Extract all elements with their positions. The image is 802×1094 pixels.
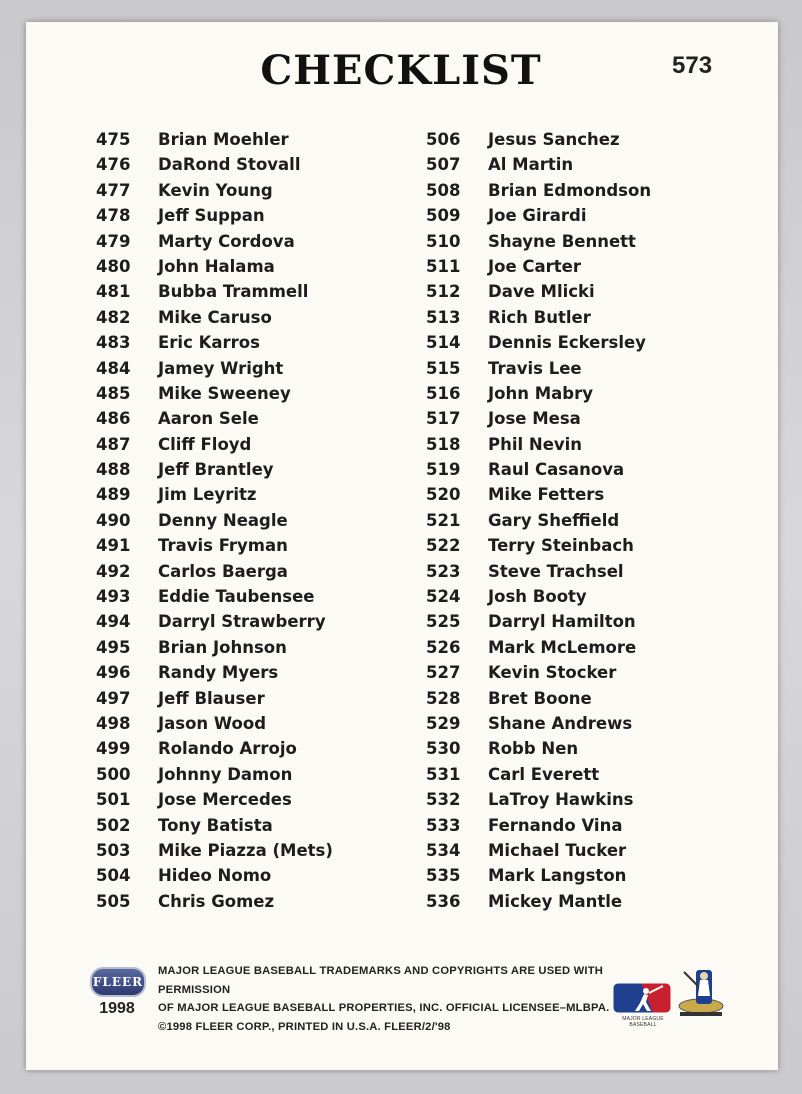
player-name: Hideo Nomo — [158, 866, 272, 886]
checklist-row — [96, 559, 333, 584]
card-entry-number: 534 — [426, 840, 461, 860]
card-entry-number: 513 — [426, 307, 461, 327]
player-name: Jesus Sanchez — [488, 130, 620, 149]
card-entry-number: 516 — [426, 383, 461, 403]
checklist-row — [96, 838, 333, 863]
card-entry-number: 531 — [426, 764, 461, 784]
card-entry-number: 489 — [96, 485, 131, 505]
player-name: Jeff Blauser — [158, 688, 265, 708]
checklist-row — [426, 305, 651, 330]
checklist-row — [426, 203, 651, 228]
checklist-row — [96, 254, 333, 279]
fleer-logo: FLEER — [90, 967, 146, 997]
card-entry-number: 529 — [426, 713, 461, 733]
card-entry-number: 483 — [96, 333, 131, 353]
player-name: Jim Leyritz — [158, 485, 257, 505]
checklist-row — [96, 533, 333, 558]
checklist-row — [426, 533, 651, 558]
card-entry-number: 528 — [426, 688, 461, 708]
card-entry-number: 490 — [96, 510, 131, 530]
checklist-row — [96, 787, 333, 812]
player-name: Jose Mesa — [488, 409, 581, 429]
card-entry-number: 499 — [96, 739, 131, 759]
player-name: Jason Wood — [158, 713, 267, 733]
mlb-logo-icon — [613, 983, 671, 1013]
card-entry-number: 498 — [96, 713, 131, 733]
checklist-row — [96, 330, 333, 355]
checklist-row — [96, 508, 333, 533]
checklist-row — [96, 482, 333, 507]
player-name: Gary Sheffield — [488, 510, 620, 530]
card-entry-number: 525 — [426, 612, 461, 632]
player-name: Robb Nen — [488, 739, 579, 759]
card-entry-number: 520 — [426, 485, 461, 505]
player-name: Steve Trachsel — [488, 561, 624, 581]
card-entry-number: 506 — [426, 130, 461, 149]
player-name: Shane Andrews — [488, 713, 633, 733]
checklist-row — [96, 635, 333, 660]
checklist-row — [426, 660, 651, 685]
player-name: Darryl Strawberry — [158, 612, 326, 632]
card-number: 573 — [672, 52, 713, 79]
fleer-year: 1998 — [99, 1000, 135, 1017]
player-name: LaTroy Hawkins — [488, 790, 634, 810]
player-name: Chris Gomez — [158, 891, 275, 911]
card-entry-number: 533 — [426, 815, 461, 835]
card-entry-number: 532 — [426, 790, 461, 810]
card-entry-number: 536 — [426, 891, 461, 911]
card-entry-number: 495 — [96, 637, 131, 657]
player-name: Randy Myers — [158, 663, 279, 683]
player-name: Carl Everett — [488, 764, 600, 784]
card-entry-number: 526 — [426, 637, 461, 657]
card-entry-number: 494 — [96, 612, 131, 632]
checklist-row — [426, 609, 651, 634]
card-entry-number: 500 — [96, 764, 131, 784]
card-title: CHECKLIST — [260, 47, 542, 94]
card-entry-number: 478 — [96, 206, 131, 226]
player-name: Mark McLemore — [488, 637, 637, 657]
checklist-row — [96, 736, 333, 761]
player-name: Rich Butler — [488, 307, 591, 327]
player-name: Johnny Damon — [158, 764, 293, 784]
checklist-row — [96, 863, 333, 888]
card-entry-number: 504 — [96, 866, 131, 886]
player-name: Joe Carter — [488, 256, 582, 276]
card-entry-number: 479 — [96, 231, 131, 251]
player-name: Joe Girardi — [488, 206, 587, 226]
player-name: Travis Fryman — [158, 536, 288, 556]
player-name: Jeff Suppan — [158, 206, 265, 226]
player-name: Mickey Mantle — [488, 891, 623, 911]
player-name: Marty Cordova — [158, 231, 295, 251]
checklist-row — [426, 762, 651, 787]
checklist-row — [426, 178, 651, 203]
checklist-row — [96, 889, 333, 914]
card-entry-number: 518 — [426, 434, 461, 454]
checklist-right-column — [426, 127, 651, 914]
checklist-row — [426, 736, 651, 761]
player-name: Bret Boone — [488, 688, 592, 708]
player-name: Brian Edmondson — [488, 180, 652, 200]
card-entry-number: 510 — [426, 231, 461, 251]
card-entry-number: 511 — [426, 256, 461, 276]
checklist-row — [426, 838, 651, 863]
card-entry-number: 509 — [426, 206, 461, 226]
player-name: Dave Mlicki — [488, 282, 595, 302]
checklist-row — [96, 279, 333, 304]
checklist-row — [96, 584, 333, 609]
checklist-row — [96, 356, 333, 381]
card-entry-number: 496 — [96, 663, 131, 683]
player-name: Rolando Arrojo — [158, 739, 297, 759]
card-entry-number: 521 — [426, 510, 461, 530]
player-name: Brian Moehler — [158, 130, 289, 149]
checklist-row — [96, 432, 333, 457]
player-name: Mike Fetters — [488, 485, 605, 505]
player-name: Mike Sweeney — [158, 383, 291, 403]
card-entry-number: 522 — [426, 536, 461, 556]
card-entry-number: 481 — [96, 282, 131, 302]
player-name: Aaron Sele — [158, 409, 259, 429]
checklist-row — [96, 686, 333, 711]
card-entry-number: 501 — [96, 790, 131, 810]
checklist-row — [426, 279, 651, 304]
checklist-row — [96, 229, 333, 254]
checklist-row — [426, 457, 651, 482]
card-entry-number: 492 — [96, 561, 131, 581]
card-entry-number: 502 — [96, 815, 131, 835]
checklist-row — [426, 127, 651, 152]
card-entry-number: 519 — [426, 460, 461, 480]
checklist-row — [426, 686, 651, 711]
card-entry-number: 517 — [426, 409, 461, 429]
card-entry-number: 507 — [426, 155, 461, 175]
checklist-row — [426, 711, 651, 736]
player-name: Brian Johnson — [158, 637, 287, 657]
player-name: Bubba Trammell — [158, 282, 309, 302]
card-entry-number: 514 — [426, 333, 461, 353]
checklist-row — [96, 381, 333, 406]
player-name: Tony Batista — [158, 815, 273, 835]
card-entry-number: 493 — [96, 587, 131, 607]
player-name: DaRond Stovall — [158, 155, 301, 175]
checklist-row — [426, 863, 651, 888]
player-name: Travis Lee — [488, 358, 582, 378]
checklist-row — [426, 508, 651, 533]
checklist-row — [426, 813, 651, 838]
checklist-row — [96, 457, 333, 482]
card-entry-number: 488 — [96, 460, 131, 480]
player-name: Shayne Bennett — [488, 231, 636, 251]
player-name: Darryl Hamilton — [488, 612, 636, 632]
player-name: Jeff Brantley — [158, 460, 274, 480]
player-name: Al Martin — [488, 155, 574, 175]
mlb-logo-text: MAJOR LEAGUE BASEBALL — [622, 1016, 664, 1028]
player-name: Phil Nevin — [488, 434, 583, 454]
card-entry-number: 508 — [426, 180, 461, 200]
mlbpa-logo-icon — [676, 966, 726, 1020]
card-entry-number: 512 — [426, 282, 461, 302]
card-entry-number: 515 — [426, 358, 461, 378]
player-name: Denny Neagle — [158, 510, 288, 530]
card-entry-number: 487 — [96, 434, 131, 454]
card-entry-number: 485 — [96, 383, 131, 403]
checklist-row — [426, 432, 651, 457]
checklist-row — [96, 813, 333, 838]
player-name: Eric Karros — [158, 333, 260, 353]
card-entry-number: 505 — [96, 891, 131, 911]
legal-text — [158, 962, 618, 1036]
checklist-row — [426, 787, 651, 812]
checklist-row — [96, 203, 333, 228]
checklist-row — [96, 762, 333, 787]
card-entry-number: 482 — [96, 307, 131, 327]
player-name: Carlos Baerga — [158, 561, 288, 581]
card-entry-number: 527 — [426, 663, 461, 683]
checklist-row — [426, 152, 651, 177]
checklist-row — [426, 889, 651, 914]
player-name: Jose Mercedes — [158, 790, 292, 810]
checklist-row — [426, 559, 651, 584]
player-name: John Mabry — [488, 383, 593, 403]
checklist-row — [96, 178, 333, 203]
checklist-row — [96, 152, 333, 177]
player-name: Eddie Taubensee — [158, 587, 315, 607]
legal-line: ©1998 FLEER CORP., PRINTED IN U.S.A. FLEER/2/'98 — [158, 1020, 451, 1033]
checklist-left-column — [96, 127, 333, 914]
checklist-row — [426, 356, 651, 381]
player-name: Kevin Young — [158, 180, 273, 200]
checklist-row — [96, 711, 333, 736]
player-name: Dennis Eckersley — [488, 333, 646, 353]
player-name: Jamey Wright — [158, 358, 284, 378]
checklist-row — [426, 254, 651, 279]
card-entry-number: 503 — [96, 840, 131, 860]
player-name: Mark Langston — [488, 866, 627, 886]
checklist-row — [426, 381, 651, 406]
card-entry-number: 475 — [96, 130, 131, 149]
player-name: Fernando Vina — [488, 815, 623, 835]
checklist-row — [426, 229, 651, 254]
card-entry-number: 497 — [96, 688, 131, 708]
checklist-row — [426, 330, 651, 355]
player-name: Cliff Floyd — [158, 434, 252, 454]
card-entry-number: 523 — [426, 561, 461, 581]
legal-line: OF MAJOR LEAGUE BASEBALL PROPERTIES, INC. OFFICIAL LICENSEE–MLBPA. — [158, 1002, 610, 1014]
player-name: Mike Piazza (Mets) — [158, 840, 333, 860]
player-name: Raul Casanova — [488, 460, 625, 480]
player-name: Josh Booty — [488, 587, 587, 607]
card-entry-number: 480 — [96, 256, 131, 276]
checklist-row — [96, 660, 333, 685]
checklist-row — [96, 406, 333, 431]
card-entry-number: 486 — [96, 409, 131, 429]
checklist-row — [426, 482, 651, 507]
player-name: Mike Caruso — [158, 307, 272, 327]
card-entry-number: 524 — [426, 587, 461, 607]
checklist-row — [96, 609, 333, 634]
card-entry-number: 535 — [426, 866, 461, 886]
checklist-row — [96, 127, 333, 152]
checklist-row — [426, 635, 651, 660]
player-name: Michael Tucker — [488, 840, 627, 860]
checklist-row — [96, 305, 333, 330]
card-entry-number: 530 — [426, 739, 461, 759]
legal-line: MAJOR LEAGUE BASEBALL TRADEMARKS AND COPYRIGHTS ARE USED WITH PERMISSION — [158, 965, 604, 996]
card-entry-number: 484 — [96, 358, 131, 378]
checklist-row — [426, 584, 651, 609]
player-name: Kevin Stocker — [488, 663, 617, 683]
checklist-row — [426, 406, 651, 431]
card-entry-number: 491 — [96, 536, 131, 556]
card-entry-number: 477 — [96, 180, 131, 200]
card-entry-number: 476 — [96, 155, 131, 175]
player-name: Terry Steinbach — [488, 536, 634, 556]
player-name: John Halama — [158, 256, 275, 276]
